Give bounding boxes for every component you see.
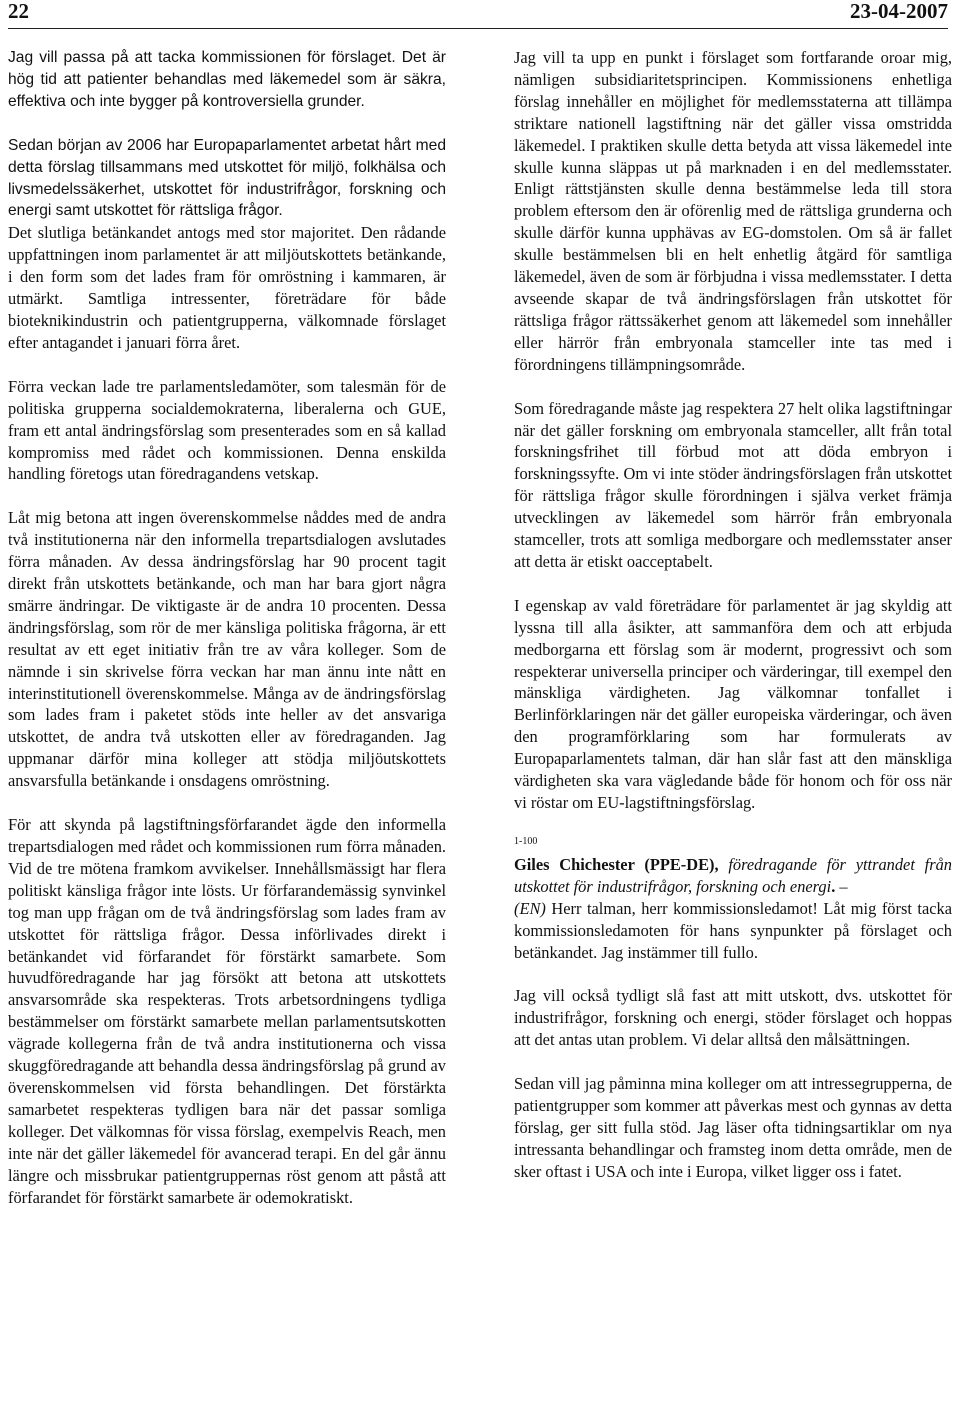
speaker-name: Giles Chichester (PPE-DE), [514, 854, 719, 874]
speaker-role: föredragande för yttrandet från utskottet för industrifrågor, forskning och energi [514, 854, 952, 896]
right-column [514, 47, 952, 1205]
dot: . [831, 876, 836, 896]
paragraph: Som föredragande måste jag respektera 27 helt olika lagstiftningar när det gäller forskning om embryonala stamceller, allt från total forskningsfrihet till förbud mot att döda embryon i forskningssyfte. Om vi inte stöder ändringsförslagen från utskottet för rättsliga frågor skulle förordningen i själva verket främja utvecklingen av läkemedel som härrör från embryonala stamceller, trots att somliga medborgare och medlemsstater anser att detta är etiskt oacceptabelt. [514, 398, 952, 571]
left-column [8, 47, 446, 1230]
paragraph: Låt mig betona att ingen överenskommelse nåddes med de andra två institutionerna när den informella trepartsdialogen avslutades förra månaden. Av dessa ändringsförslag har 90 procent tagit direkt från utskottets betänkande, och man har bara gjort några smärre ändringar. De viktigaste är de andra 10 procenten. Dessa ändringsförslag, som rör de mer känsliga politiska frågorna, är ett resultat av ett eget initiativ från tre av våra kolleger. Som de nämnde i sin skrivelse förra veckan har man ännu inte nått en interinstitutionell överenskommelse. Många av de ändringsförslag som lades fram i paketet stöds inte heller av det ansvariga utskottet, de andra två utskotten eller av föredraganden. Jag uppmanar därför mina kolleger att stödja miljöutskottets ansvarsfulla betänkande i onsdagens omröstning. [8, 508, 446, 791]
item-marker: 1-100 [514, 835, 538, 847]
speech-intro [514, 854, 952, 964]
paragraph: Sedan början av 2006 har Europaparlamentet arbetat hårt med detta förslag tillsammans med utskottet för miljö, folkhälsa och livsmedelssäkerhet, utskottet för industrifrågor, forskning och energi samt utskottet för rättsliga frågor. [8, 136, 446, 220]
session-date: 23-04-2007 [850, 0, 948, 23]
paragraph: Sedan vill jag påminna mina kolleger om att intressegrupperna, de patientgrupper som kommer att påverkas mest och gynnas av detta förslag, ger sitt fulla stöd. Jag läser ofta tidningsartiklar om nya intressanta behandlingar och framsteg inom detta område, men de sker oftast i USA och inte i Europa, vilket ligger oss i fatet. [514, 1074, 952, 1181]
paragraph: För att skynda på lagstiftningsförfarandet ägde den informella trepartsdialogen med rådet och kommissionen rum förra månaden. Vid de tre mötena framkom avvikelser. Innehållsmässigt har flera politiskt känsliga frågor inte lösts. Ur förfarandemässig synvinkel tog man upp frågan om de två ändringsförslag som lades fram av utskottet för rättsliga frågor. Dessa införlivades direkt i betänkandet vid förfarandet för förstärkt samarbete. Som huvudföredragande har jag försökt att betona att utskottets ansvarsområde ska respekteras. Trots arbetsordningens tydliga bestämmelser om förstärkt samarbete mellan parlamentsutskotten vägrade kollegerna från de två andra institutionerna och vissa skuggföredragande att behandla dessa ändringsförslag på grund av överenskommelsen vid första behandlingen. Det förstärkta samarbetet respekteras tydligen bara när det passar somliga kolleger. Det välkomnas för vissa förslag, exempelvis Reach, men inte när det gäller läkemedel för avancerad terapi. En del går ännu längre och missbrukar patientgruppernas röst genom att påstå att förfarandet för förstärkt samarbete är odemokratiskt. [8, 815, 446, 1207]
paragraph: Jag vill passa på att tacka kommissionen för förslaget. Det är hög tid att patienter behandlas med läkemedel som är säkra, effektiva och inte bygger på kontroversiella grunder. [8, 49, 446, 110]
page-header [8, 0, 948, 29]
paragraph: Det slutliga betänkandet antogs med stor majoritet. Den rådande uppfattningen inom parlamentet är att miljöutskottets betänkande, i den form som det lades fram för omröstning i kammaren, är utmärkt. Samtliga intressenter, företrädare för både bioteknikindustrin och patientgrupperna, välkomnade förslaget efter antagandet i januari förra året. [8, 223, 446, 352]
paragraph: Jag vill ta upp en punkt i förslaget som fortfarande oroar mig, nämligen subsidiaritetsprincipen. Kommissionens enhetliga förslag innehåller en möjlighet för medlemsstaterna att tillämpa striktare nationell lagstiftning när det gäller vissa omstridda läkemedel. I praktiken skulle detta betyda att vissa läkemedel inte skulle kunna släppas ut på marknaden i en del medlemsstater. Enligt rättstjänsten skulle denna bestämmelse leda till stora problem eftersom den är oförenlig med de rättsliga grunderna och skulle därför kunna upphävas av EG-domstolen. Om så är fallet skulle bestämmelsen bli en helt enhetlig åtgärd för samtliga läkemedel, även de som är förbjudna i vissa medlemsstater. I detta avseende skapar de två ändringsförslagen från utskottet för rättsliga frågor rättssäkerhet genom att läkemedel som innehåller eller härrör från embryonala stamceller inte tas med i förordningens tillämpningsområde. [514, 48, 952, 374]
speech-text: Herr talman, herr kommissionsledamot! Låt mig först tacka kommissionsledamoten för hans synpunkter på förslaget och betänkandet. Jag instämmer till fullo. [514, 898, 952, 962]
page-number: 22 [8, 0, 29, 23]
dash: – [835, 876, 848, 896]
paragraph: Förra veckan lade tre parlamentsledamöter, som talesmän för de politiska grupperna socialdemokraterna, liberalerna och GUE, fram ett antal ändringsförslag som presenterades som en så kallad kompromiss med rådet och kommissionen. Denna enskilda handling företogs utan föredragandens vetskap. [8, 376, 446, 484]
paragraph: Jag vill också tydligt slå fast att mitt utskott, dvs. utskottet för industrifrågor, forskning och energi, stöder förslaget och hoppas att det antas utan problem. Vi delar alltså den målsättningen. [514, 986, 952, 1050]
paragraph: I egenskap av vald företrädare för parlamentet är jag skyldig att lyssna till alla åsikter, att sammanföra dem och att erbjuda medborgarna ett förslag som är modernt, progressivt och som respekterar universella principer och värderingar, till exempel den mänskliga värdigheten. Jag välkomnar tonfallet i Berlinförklaringen när det gäller europeiska värderingar, och även den programförklaring som har formulerats av Europaparlamentets talman, där han slår fast att den mänskliga värdigheten ska vara vägledande både för honom och för oss när vi röstar om EU-lagstiftningsförslag. [514, 595, 952, 812]
language-tag: (EN) [514, 898, 546, 918]
